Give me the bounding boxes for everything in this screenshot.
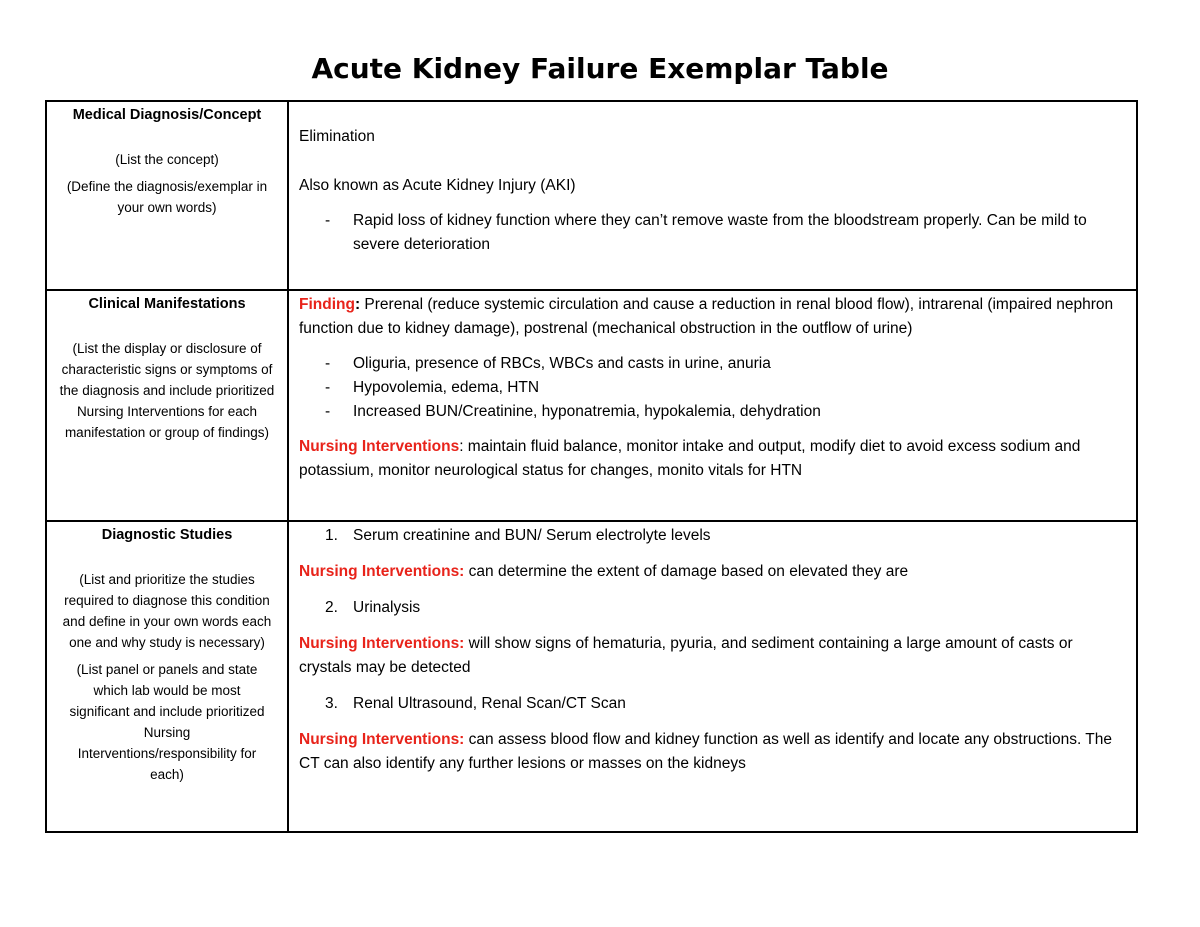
aka-text: Also known as Acute Kidney Injury (AKI) [299,177,576,194]
study-interventions-1 [299,560,1126,584]
row-instruction: (List the concept) [115,152,219,167]
study-interventions-3 [299,728,1126,776]
right-cell-diagnostic-studies [288,521,1137,832]
finding-colon: : [354,296,361,313]
finding-paragraph [299,293,1126,341]
findings-list [299,352,1126,424]
left-cell-diagnosis [46,101,288,290]
row-heading: Clinical Manifestations [88,296,246,312]
concept-text: Elimination [299,128,375,145]
row-instruction: (List the display or disclosure of characteristic signs or symptoms of the diagnosis and include prioritized Nursing Interventions for each manifestation or group of findings) [59,341,275,440]
study-number: 3. [325,695,338,712]
nursing-interventions-label: Nursing Interventions: [299,731,465,748]
row-instruction: (List panel or panels and state which lab would be most significant and include prioritized Nursing Interventions/responsibility for each) [69,662,265,782]
table-row-manifestations [46,290,1137,521]
row-heading: Medical Diagnosis/Concept [72,107,262,123]
nursing-interventions-text: : maintain fluid balance, monitor intake and output, modify diet to avoid excess sodium and potassium, monitor neurological status for changes, monito vitals for HTN [299,438,1081,479]
left-cell-diagnostic-studies [46,521,288,832]
study-name: Serum creatinine and BUN/ Serum electrolyte levels [353,527,711,544]
right-cell-diagnosis [288,101,1137,290]
exemplar-table [45,100,1138,833]
study-item-3 [299,692,1126,716]
study-number: 2. [325,599,338,616]
row-instruction: (Define the diagnosis/exemplar in your own words) [66,179,268,215]
study-item-2 [299,596,1126,620]
definition-list [299,209,1126,257]
list-item: - Hypovolemia, edema, HTN [299,376,1126,400]
finding-label: Finding [299,296,355,313]
nursing-interventions-text: can determine the extent of damage based on elevated they are [464,563,909,580]
study-name: Renal Ultrasound, Renal Scan/CT Scan [353,695,626,712]
left-cell-manifestations [46,290,288,521]
row-instruction: (List and prioritize the studies required to diagnose this condition and define in your own words each one and why study is necessary) [62,572,272,650]
table-row-diagnostic-studies [46,521,1137,832]
right-cell-manifestations [288,290,1137,521]
nursing-interventions-label: Nursing Interventions: [299,563,465,580]
row-heading: Diagnostic Studies [101,527,233,543]
table-row-diagnosis [46,101,1137,290]
study-name: Urinalysis [353,599,421,616]
nursing-interventions-label: Nursing Interventions [299,438,460,455]
finding-text: Prerenal (reduce systemic circulation and cause a reduction in renal blood flow), intrarenal (impaired nephron function due to kidney damage), postrenal (mechanical obstruction in the outflow of urine) [299,296,1114,337]
document-title: Acute Kidney Failure Exemplar Table [311,52,889,85]
study-interventions-2 [299,632,1126,680]
nursing-interventions-text: will show signs of hematuria, pyuria, and sediment containing a large amount of casts or crystals may be detected [299,635,1073,676]
study-number: 1. [325,527,338,544]
list-item: - Oliguria, presence of RBCs, WBCs and casts in urine, anuria [299,352,1126,376]
list-item: - Increased BUN/Creatinine, hyponatremia, hypokalemia, dehydration [299,400,1126,424]
study-item-1 [299,524,1126,548]
list-item: - Rapid loss of kidney function where they can’t remove waste from the bloodstream properly. Can be mild to severe deterioration [299,209,1126,257]
nursing-interventions-text: can assess blood flow and kidney function as well as identify and locate any obstructions. The CT can also identify any further lesions or masses on the kidneys [299,731,1113,772]
nursing-interventions-label: Nursing Interventions: [299,635,465,652]
nursing-interventions-paragraph [299,435,1126,483]
